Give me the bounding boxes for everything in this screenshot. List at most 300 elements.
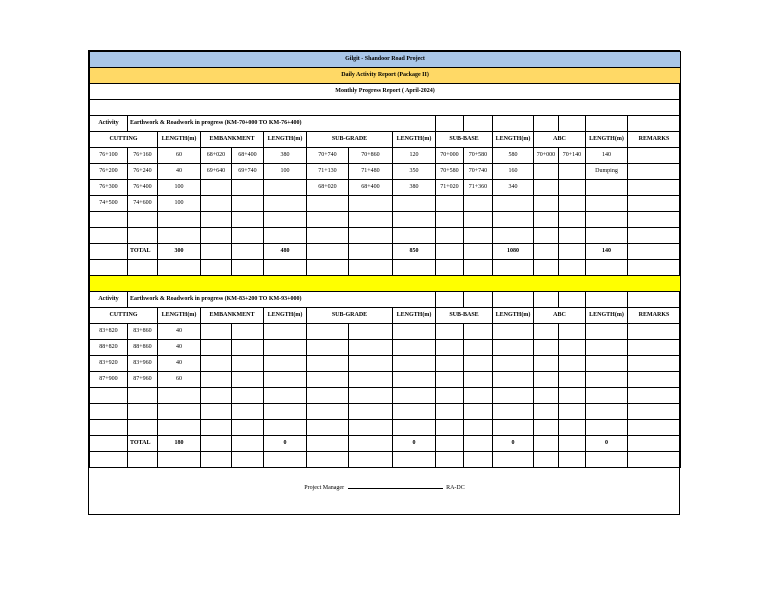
totals-row <box>90 436 681 452</box>
data-cell: 100 <box>158 180 201 196</box>
column-header: LENGTH(m) <box>393 308 436 324</box>
empty-cell <box>493 404 534 420</box>
empty-cell <box>201 260 232 276</box>
empty-cell <box>307 388 349 404</box>
data-cell <box>464 356 493 372</box>
empty-cell <box>436 212 464 228</box>
empty-cell <box>393 420 436 436</box>
data-cell <box>307 372 349 388</box>
empty-cell <box>201 244 232 260</box>
data-cell <box>232 180 264 196</box>
data-cell <box>628 164 681 180</box>
empty-cell <box>436 260 464 276</box>
column-header: SUB-BASE <box>436 308 493 324</box>
data-cell: 40 <box>158 356 201 372</box>
empty-cell <box>232 436 264 452</box>
empty-cell <box>464 292 493 308</box>
empty-cell <box>436 436 464 452</box>
data-cell <box>232 356 264 372</box>
column-header: REMARKS <box>628 308 681 324</box>
data-cell: 70+740 <box>464 164 493 180</box>
empty-cell <box>158 228 201 244</box>
data-cell <box>493 196 534 212</box>
empty-cell <box>586 228 628 244</box>
data-cell <box>493 324 534 340</box>
empty-cell <box>559 388 586 404</box>
empty-cell <box>628 116 681 132</box>
empty-cell <box>464 244 493 260</box>
empty-cell <box>464 388 493 404</box>
empty-cell <box>559 404 586 420</box>
empty-cell <box>493 452 534 468</box>
empty-cell <box>393 212 436 228</box>
data-cell <box>201 196 232 212</box>
data-cell: 380 <box>264 148 307 164</box>
empty-cell <box>158 452 201 468</box>
data-cell: 88+860 <box>128 340 158 356</box>
empty-row <box>90 228 681 244</box>
month-title: Monthly Progress Report ( April-2024) <box>90 84 681 100</box>
empty-row <box>90 452 681 468</box>
data-cell <box>464 196 493 212</box>
column-header: LENGTH(m) <box>586 308 628 324</box>
data-cell: 71+130 <box>307 164 349 180</box>
empty-cell <box>232 244 264 260</box>
empty-cell <box>534 388 559 404</box>
data-cell <box>393 324 436 340</box>
data-cell: 87+960 <box>128 372 158 388</box>
data-cell <box>264 196 307 212</box>
totals-row <box>90 244 681 260</box>
column-header-row <box>90 132 681 148</box>
empty-cell <box>559 292 586 308</box>
empty-cell <box>464 436 493 452</box>
total-value: 0 <box>493 436 534 452</box>
column-header: LENGTH(m) <box>264 308 307 324</box>
empty-cell <box>393 228 436 244</box>
data-cell: 83+860 <box>128 324 158 340</box>
empty-cell <box>232 420 264 436</box>
project-manager-suffix: RA-DC <box>446 485 465 491</box>
table-row <box>90 372 681 388</box>
empty-cell <box>534 404 559 420</box>
report-title-row <box>90 68 681 84</box>
empty-cell <box>128 388 158 404</box>
data-cell <box>493 356 534 372</box>
data-cell <box>559 196 586 212</box>
data-cell <box>628 324 681 340</box>
total-value: 0 <box>586 436 628 452</box>
empty-cell <box>628 260 681 276</box>
report-table <box>89 51 681 468</box>
total-value: 140 <box>586 244 628 260</box>
data-cell <box>534 180 559 196</box>
data-cell: 76+400 <box>128 180 158 196</box>
report-title: Daily Activity Report (Package II) <box>90 68 681 84</box>
data-cell <box>307 324 349 340</box>
data-cell: 71+020 <box>436 180 464 196</box>
activity-text: Earthwork & Roadwork in progress (KM-83+200 TO KM-93+000) <box>128 292 436 308</box>
data-cell: 100 <box>158 196 201 212</box>
empty-row <box>90 212 681 228</box>
data-cell <box>534 340 559 356</box>
data-cell: 40 <box>158 164 201 180</box>
column-header: SUB-BASE <box>436 132 493 148</box>
empty-cell <box>349 244 393 260</box>
activity-row <box>90 116 681 132</box>
data-cell: 68+400 <box>232 148 264 164</box>
empty-row <box>90 404 681 420</box>
data-cell: 580 <box>493 148 534 164</box>
empty-cell <box>349 436 393 452</box>
empty-cell <box>232 212 264 228</box>
activity-label: Activity <box>90 292 128 308</box>
empty-cell <box>464 420 493 436</box>
total-value: 1080 <box>493 244 534 260</box>
empty-cell <box>307 212 349 228</box>
data-cell <box>559 324 586 340</box>
data-cell <box>264 180 307 196</box>
empty-cell <box>559 228 586 244</box>
data-cell: 70+580 <box>436 164 464 180</box>
data-cell <box>464 340 493 356</box>
data-cell: 71+480 <box>349 164 393 180</box>
project-manager-label: Project Manager <box>304 485 345 491</box>
spacer-cell <box>90 100 681 116</box>
empty-cell <box>349 420 393 436</box>
month-title-row <box>90 84 681 100</box>
empty-cell <box>349 212 393 228</box>
empty-cell <box>158 420 201 436</box>
empty-cell <box>232 260 264 276</box>
empty-cell <box>464 404 493 420</box>
total-value: 850 <box>393 244 436 260</box>
empty-cell <box>493 388 534 404</box>
empty-cell <box>128 420 158 436</box>
data-cell <box>393 196 436 212</box>
empty-cell <box>559 116 586 132</box>
empty-cell <box>586 292 628 308</box>
data-cell: 70+580 <box>464 148 493 164</box>
empty-cell <box>201 452 232 468</box>
column-header-row <box>90 308 681 324</box>
total-label: TOTAL <box>128 244 158 260</box>
empty-cell <box>436 228 464 244</box>
data-cell: 70+140 <box>559 148 586 164</box>
data-cell: 70+740 <box>307 148 349 164</box>
empty-cell <box>201 212 232 228</box>
column-header: EMBANKMENT <box>201 132 264 148</box>
data-cell: 340 <box>493 180 534 196</box>
empty-cell <box>436 420 464 436</box>
data-cell <box>201 180 232 196</box>
total-value: 0 <box>264 436 307 452</box>
data-cell: 380 <box>393 180 436 196</box>
empty-cell <box>307 260 349 276</box>
data-cell <box>559 372 586 388</box>
total-value: 480 <box>264 244 307 260</box>
column-header: CUTTING <box>90 132 158 148</box>
data-cell: 60 <box>158 372 201 388</box>
spacer-row <box>90 100 681 116</box>
data-cell: 76+200 <box>90 164 128 180</box>
data-cell: 74+600 <box>128 196 158 212</box>
data-cell <box>201 356 232 372</box>
data-cell <box>534 372 559 388</box>
data-cell <box>393 372 436 388</box>
table-row <box>90 180 681 196</box>
total-value: 180 <box>158 436 201 452</box>
data-cell <box>349 324 393 340</box>
column-header: LENGTH(m) <box>393 132 436 148</box>
empty-cell <box>128 404 158 420</box>
empty-cell <box>264 212 307 228</box>
empty-cell <box>628 404 681 420</box>
data-cell <box>349 356 393 372</box>
column-header: LENGTH(m) <box>264 132 307 148</box>
empty-cell <box>628 436 681 452</box>
empty-cell <box>349 452 393 468</box>
data-cell <box>264 340 307 356</box>
empty-cell <box>264 388 307 404</box>
empty-cell <box>158 404 201 420</box>
empty-cell <box>534 228 559 244</box>
empty-cell <box>90 436 128 452</box>
data-cell: 76+240 <box>128 164 158 180</box>
table-row <box>90 356 681 372</box>
table-row <box>90 340 681 356</box>
empty-cell <box>628 388 681 404</box>
empty-cell <box>559 212 586 228</box>
empty-cell <box>464 260 493 276</box>
empty-cell <box>493 228 534 244</box>
empty-cell <box>90 420 128 436</box>
empty-cell <box>586 420 628 436</box>
empty-cell <box>307 452 349 468</box>
data-cell <box>586 340 628 356</box>
empty-cell <box>586 388 628 404</box>
empty-cell <box>436 116 464 132</box>
separator-row <box>90 276 681 292</box>
empty-cell <box>201 420 232 436</box>
empty-cell <box>534 436 559 452</box>
empty-cell <box>349 228 393 244</box>
empty-cell <box>90 452 128 468</box>
empty-cell <box>628 292 681 308</box>
data-cell <box>586 196 628 212</box>
data-cell <box>586 324 628 340</box>
empty-cell <box>232 404 264 420</box>
footer-signature <box>89 485 680 491</box>
empty-cell <box>90 244 128 260</box>
empty-cell <box>128 212 158 228</box>
data-cell <box>628 180 681 196</box>
data-cell <box>628 196 681 212</box>
empty-cell <box>559 260 586 276</box>
empty-cell <box>493 292 534 308</box>
empty-cell <box>90 228 128 244</box>
data-cell: 40 <box>158 324 201 340</box>
data-cell <box>232 340 264 356</box>
empty-cell <box>201 436 232 452</box>
data-cell: 83+820 <box>90 324 128 340</box>
empty-cell <box>201 404 232 420</box>
data-cell <box>436 324 464 340</box>
empty-cell <box>264 404 307 420</box>
table-row <box>90 164 681 180</box>
data-cell <box>628 148 681 164</box>
empty-cell <box>534 244 559 260</box>
data-cell: 83+960 <box>128 356 158 372</box>
data-cell <box>464 372 493 388</box>
column-header: LENGTH(m) <box>586 132 628 148</box>
column-header: CUTTING <box>90 308 158 324</box>
empty-cell <box>393 388 436 404</box>
data-cell <box>628 372 681 388</box>
empty-cell <box>559 244 586 260</box>
data-cell <box>493 340 534 356</box>
empty-cell <box>264 260 307 276</box>
data-cell: 68+020 <box>201 148 232 164</box>
empty-cell <box>559 420 586 436</box>
empty-cell <box>307 228 349 244</box>
empty-cell <box>628 452 681 468</box>
data-cell <box>349 340 393 356</box>
empty-cell <box>393 260 436 276</box>
empty-cell <box>90 212 128 228</box>
signature-line <box>348 488 443 489</box>
data-cell: 76+100 <box>90 148 128 164</box>
column-header: LENGTH(m) <box>158 132 201 148</box>
data-cell: 71+360 <box>464 180 493 196</box>
empty-cell <box>393 404 436 420</box>
data-cell <box>534 196 559 212</box>
data-cell <box>436 356 464 372</box>
column-header: REMARKS <box>628 132 681 148</box>
data-cell: 83+920 <box>90 356 128 372</box>
data-cell <box>628 340 681 356</box>
empty-cell <box>436 244 464 260</box>
table-row <box>90 196 681 212</box>
empty-cell <box>90 404 128 420</box>
data-cell: 76+300 <box>90 180 128 196</box>
data-cell: 70+000 <box>534 148 559 164</box>
data-cell <box>232 196 264 212</box>
empty-cell <box>534 292 559 308</box>
data-cell <box>436 340 464 356</box>
empty-cell <box>128 260 158 276</box>
empty-cell <box>232 228 264 244</box>
table-row <box>90 148 681 164</box>
data-cell <box>307 356 349 372</box>
data-cell <box>586 180 628 196</box>
data-cell <box>534 356 559 372</box>
empty-cell <box>586 116 628 132</box>
empty-cell <box>158 260 201 276</box>
project-title-row <box>90 52 681 68</box>
data-cell <box>393 356 436 372</box>
empty-cell <box>307 436 349 452</box>
data-cell <box>264 372 307 388</box>
data-cell: 68+400 <box>349 180 393 196</box>
data-cell <box>307 196 349 212</box>
data-cell: 88+820 <box>90 340 128 356</box>
data-cell: 350 <box>393 164 436 180</box>
empty-cell <box>349 404 393 420</box>
data-cell <box>349 196 393 212</box>
empty-cell <box>628 212 681 228</box>
empty-cell <box>559 452 586 468</box>
empty-cell <box>128 228 158 244</box>
separator-cell <box>90 276 681 292</box>
empty-cell <box>307 404 349 420</box>
data-cell <box>464 324 493 340</box>
empty-row <box>90 388 681 404</box>
empty-cell <box>232 388 264 404</box>
empty-cell <box>534 116 559 132</box>
data-cell <box>264 324 307 340</box>
empty-cell <box>464 212 493 228</box>
data-cell: 76+160 <box>128 148 158 164</box>
report-sheet <box>88 50 680 515</box>
data-cell <box>559 180 586 196</box>
data-cell <box>586 356 628 372</box>
data-cell <box>559 164 586 180</box>
empty-cell <box>559 436 586 452</box>
empty-cell <box>464 452 493 468</box>
empty-cell <box>534 260 559 276</box>
total-label: TOTAL <box>128 436 158 452</box>
empty-row <box>90 260 681 276</box>
data-cell: 40 <box>158 340 201 356</box>
empty-cell <box>201 388 232 404</box>
empty-cell <box>436 292 464 308</box>
empty-cell <box>232 452 264 468</box>
data-cell <box>628 356 681 372</box>
data-cell <box>534 164 559 180</box>
empty-cell <box>628 244 681 260</box>
activity-text: Earthwork & Roadwork in progress (KM-70+000 TO KM-76+400) <box>128 116 436 132</box>
empty-cell <box>307 420 349 436</box>
empty-cell <box>534 452 559 468</box>
empty-cell <box>158 212 201 228</box>
empty-cell <box>436 404 464 420</box>
empty-cell <box>586 452 628 468</box>
column-header: LENGTH(m) <box>493 132 534 148</box>
data-cell <box>264 356 307 372</box>
empty-cell <box>493 212 534 228</box>
column-header: SUB-GRADE <box>307 308 393 324</box>
column-header: ABC <box>534 132 586 148</box>
data-cell: 70+000 <box>436 148 464 164</box>
table-row <box>90 324 681 340</box>
empty-cell <box>349 260 393 276</box>
data-cell <box>201 340 232 356</box>
empty-cell <box>534 212 559 228</box>
data-cell: 74+500 <box>90 196 128 212</box>
empty-cell <box>586 404 628 420</box>
data-cell <box>232 372 264 388</box>
empty-cell <box>586 260 628 276</box>
data-cell: 100 <box>264 164 307 180</box>
total-value: 0 <box>393 436 436 452</box>
empty-cell <box>264 420 307 436</box>
column-header: LENGTH(m) <box>493 308 534 324</box>
activity-label: Activity <box>90 116 128 132</box>
empty-cell <box>628 420 681 436</box>
data-cell <box>349 372 393 388</box>
data-cell <box>586 372 628 388</box>
